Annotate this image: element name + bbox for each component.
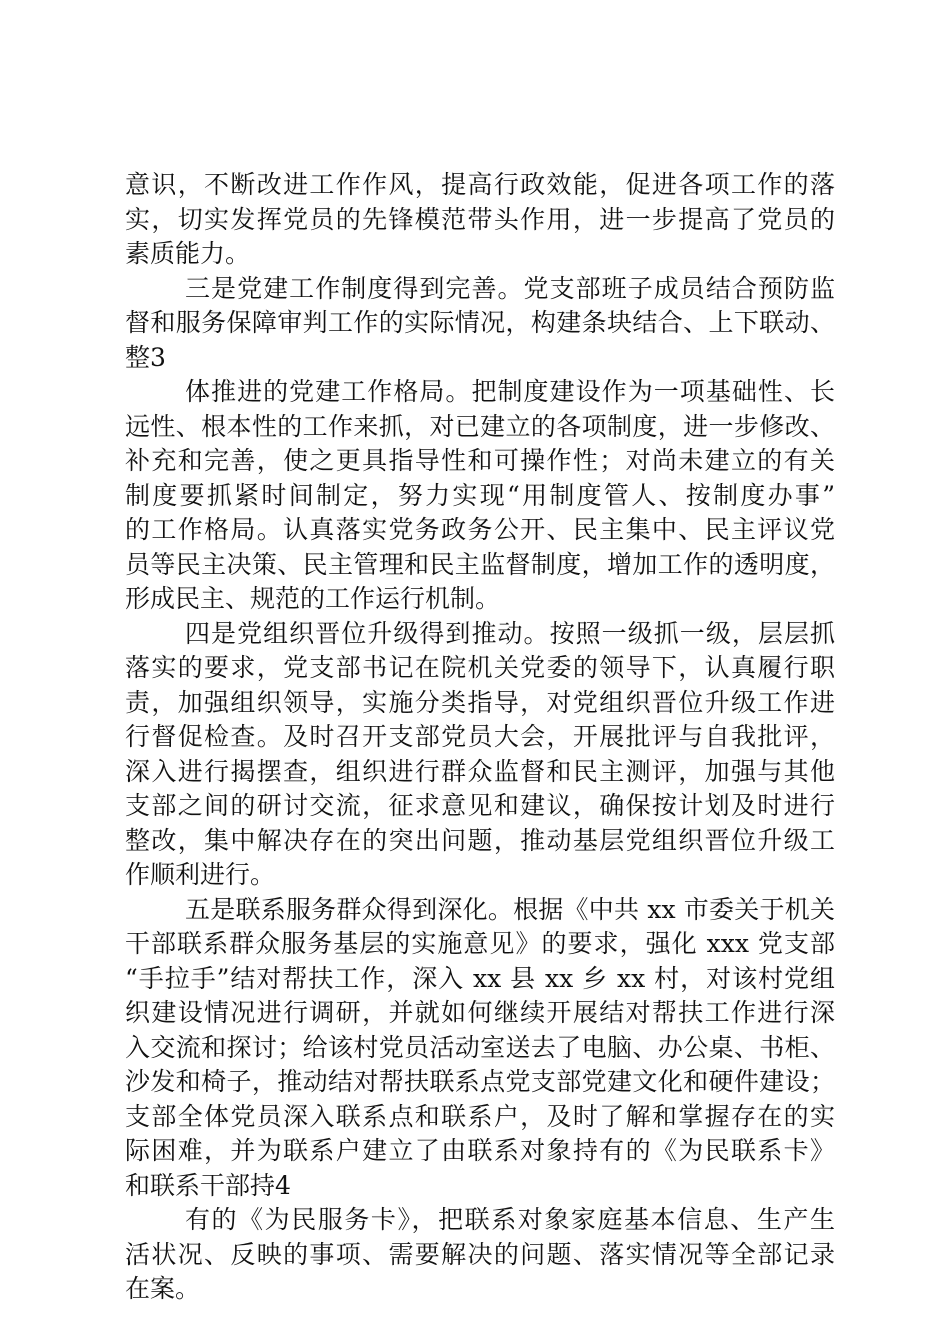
text-line: 有的《为民服务卡》，把联系对象家庭基本信息、生产生 [185, 1205, 835, 1234]
text-line: 入交流和探讨；给该村党员活动室送去了电脑、办公桌、书柜、 [125, 1032, 835, 1062]
text-line: 沙发和椅子，推动结对帮扶联系点党支部党建文化和硬件建设； [125, 1067, 835, 1096]
text-line: 和联系干部持4 [125, 1170, 291, 1200]
text-line: 五是联系服务群众得到深化。根据《中共 xx 市委关于机关 [185, 894, 835, 924]
text-line: “手拉手”结对帮扶工作，深入 xx 县 xx 乡 xx 村，对该村党组 [125, 963, 835, 993]
text-line: 在案。 [125, 1274, 201, 1303]
text-line: 意识，不断改进工作作风，提高行政效能，促进各项工作的落 [125, 170, 835, 199]
text-line: 活状况、反映的事项、需要解决的问题、落实情况等全部记录 [125, 1239, 835, 1269]
text-line: 深入进行揭摆查，组织进行群众监督和民主测评，加强与其他 [125, 756, 835, 786]
text-line: 三是党建工作制度得到完善。党支部班子成员结合预防监 [185, 273, 835, 303]
text-line: 形成民主、规范的工作运行机制。 [125, 584, 501, 613]
text-line: 补充和完善，使之更具指导性和可操作性；对尚未建立的有关 [125, 446, 835, 475]
text-line: 作顺利进行。 [125, 860, 276, 889]
text-line: 远性、根本性的工作来抓，对已建立的各项制度，进一步修改、 [125, 411, 835, 441]
text-line: 体推进的党建工作格局。把制度建设作为一项基础性、长 [185, 377, 835, 406]
body-text [125, 168, 835, 1307]
text-line: 行督促检查。及时召开支部党员大会，开展批评与自我批评， [125, 722, 835, 751]
text-line: 支部全体党员深入联系点和联系户，及时了解和掌握存在的实 [125, 1101, 835, 1131]
text-line: 实，切实发挥党员的先锋模范带头作用，进一步提高了党员的 [125, 204, 835, 234]
text-line: 际困难，并为联系户建立了由联系对象持有的《为民联系卡》 [125, 1136, 835, 1165]
text-line: 落实的要求，党支部书记在院机关党委的领导下，认真履行职 [125, 653, 835, 682]
text-line: 支部之间的研讨交流，征求意见和建议，确保按计划及时进行 [125, 791, 835, 820]
text-line: 的工作格局。认真落实党务政务公开、民主集中、民主评议党 [125, 515, 835, 544]
text-line: 整改，集中解决存在的突出问题，推动基层党组织晋位升级工 [125, 825, 835, 855]
text-line: 四是党组织晋位升级得到推动。按照一级抓一级，层层抓 [185, 618, 835, 648]
text-line: 责，加强组织领导，实施分类指导，对党组织晋位升级工作进 [125, 687, 835, 717]
text-line: 制度要抓紧时间制定，努力实现“用制度管人、按制度办事” [125, 480, 835, 510]
text-line: 干部联系群众服务基层的实施意见》的要求，强化 xxx 党支部 [125, 929, 835, 958]
text-line: 织建设情况进行调研，并就如何继续开展结对帮扶工作进行深 [125, 998, 835, 1027]
text-line: 素质能力。 [125, 239, 251, 268]
text-line: 督和服务保障审判工作的实际情况，构建条块结合、上下联动、 [125, 308, 835, 337]
text-line: 整3 [125, 342, 166, 372]
text-line: 员等民主决策、民主管理和民主监督制度，增加工作的透明度， [125, 549, 835, 579]
